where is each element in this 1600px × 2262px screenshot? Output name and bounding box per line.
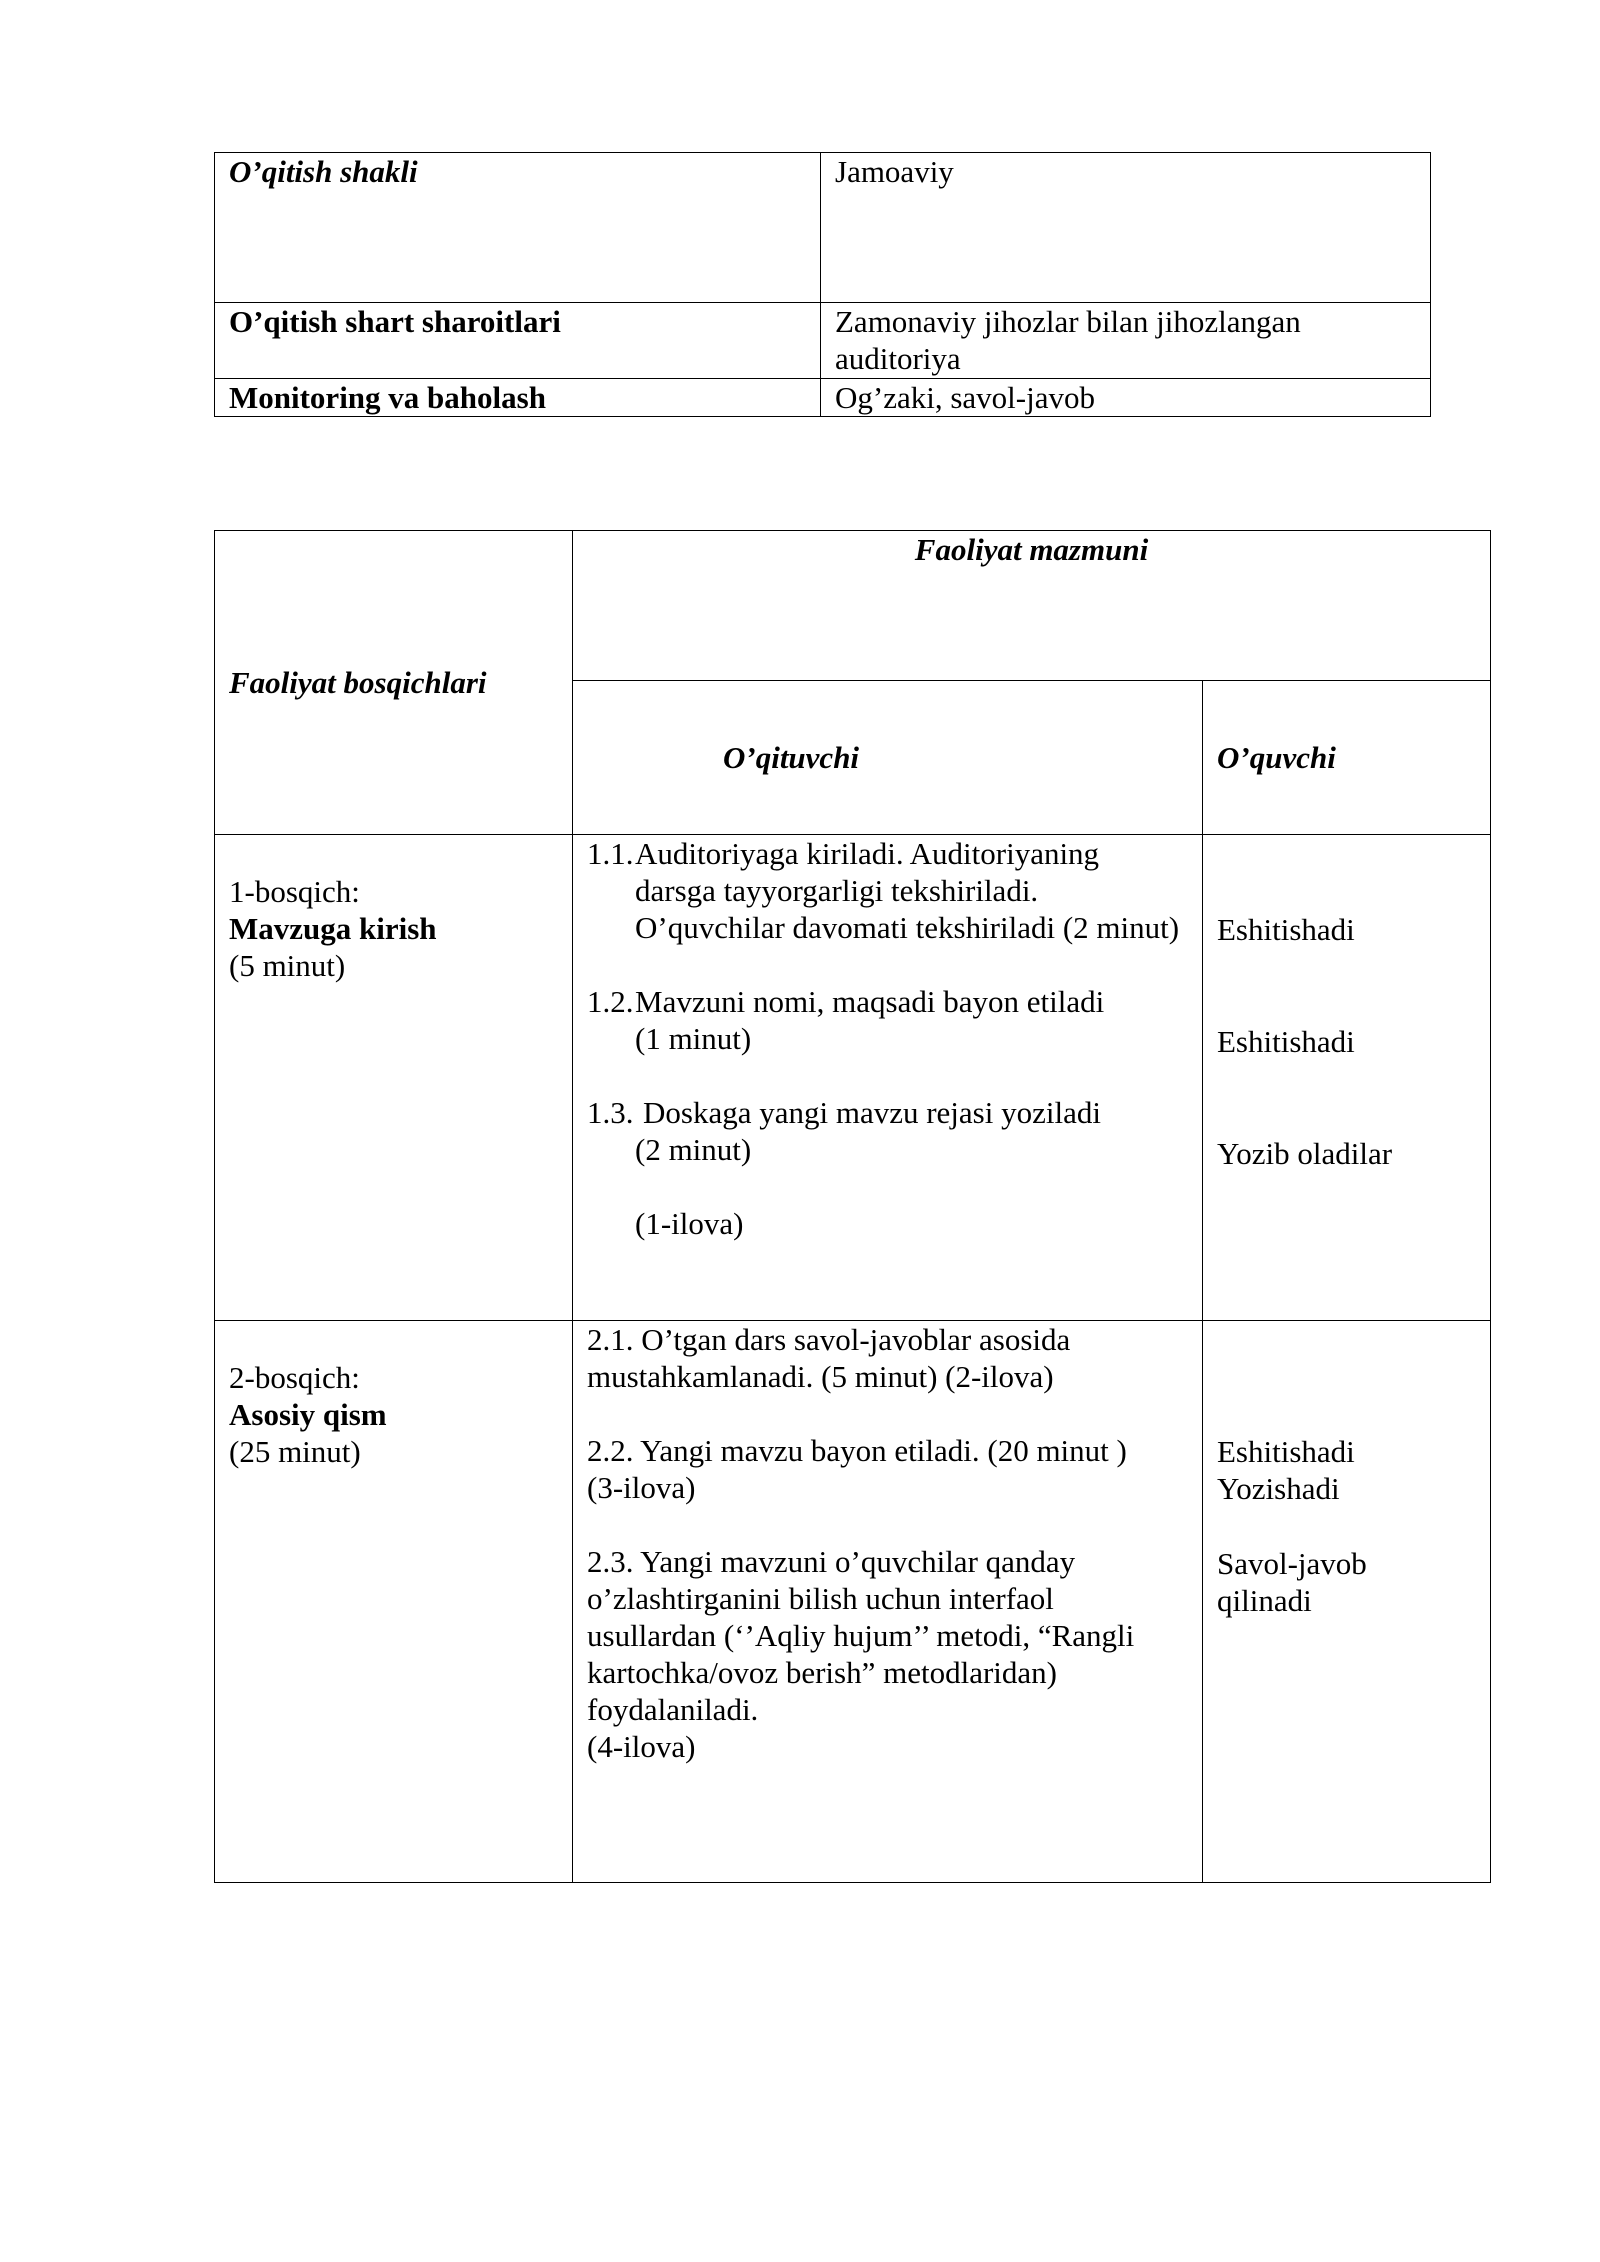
student-item: Yozib oladilar xyxy=(1217,1136,1393,1171)
stage-name: Mavzuga kirish xyxy=(229,911,437,946)
stage-name: Asosiy qism xyxy=(229,1397,387,1432)
info-table xyxy=(214,152,1431,417)
table-row xyxy=(215,835,1491,1321)
table-row xyxy=(215,1321,1491,1883)
student-header: O’quvchi xyxy=(1203,681,1491,835)
item-number: 1.1. xyxy=(587,836,634,871)
stage-label: 1-bosqich: xyxy=(229,874,360,909)
list-item: 2.1. O’tgan dars savol-javoblar asosida mustahkamlanadi. (5 minut) (2-ilova) xyxy=(587,1322,1071,1394)
stage-duration: (5 minut) xyxy=(229,948,346,983)
content-header: Faoliyat mazmuni xyxy=(573,531,1491,681)
teacher-cell xyxy=(573,1321,1203,1883)
table-row xyxy=(215,379,1431,417)
header-row xyxy=(215,531,1491,681)
stage-cell xyxy=(215,835,573,1321)
student-item: Savol-javob qilinadi xyxy=(1217,1546,1367,1618)
stage-cell xyxy=(215,1321,573,1883)
stages-header: Faoliyat bosqichlari xyxy=(215,531,573,835)
info-label: Monitoring va baholash xyxy=(215,379,821,417)
item-text: Auditoriyaga kiriladi. Auditoriyaning xyxy=(635,836,1100,871)
table-row xyxy=(215,153,1431,303)
student-item: Eshitishadi xyxy=(1217,1024,1355,1059)
item-number: 1.3. xyxy=(587,1095,634,1130)
activity-table xyxy=(214,530,1491,1883)
appendix-note: (1-ilova) xyxy=(635,1206,744,1241)
item-text: Doskaga yangi mavzu rejasi yoziladi xyxy=(643,1095,1101,1130)
item-text: Mavzuni nomi, maqsadi bayon etiladi xyxy=(635,984,1105,1019)
list-item xyxy=(587,983,1188,1020)
info-label: O’qitish shakli xyxy=(215,153,821,303)
student-item: Eshitishadi xyxy=(1217,912,1355,947)
item-continuation: (2 minut) xyxy=(635,1132,752,1167)
info-value: Jamoaviy xyxy=(821,153,1431,303)
list-item xyxy=(587,835,1188,872)
list-item xyxy=(587,1094,1188,1131)
item-number: 1.2. xyxy=(587,984,634,1019)
student-item: Eshitishadi xyxy=(1217,1434,1355,1469)
item-continuation: darsga tayyorgarligi tekshiriladi. O’quvchilar davomati tekshiriladi (2 minut) xyxy=(635,873,1180,945)
teacher-header: O’qituvchi xyxy=(573,681,1203,835)
stage-duration: (25 minut) xyxy=(229,1434,361,1469)
stage-label: 2-bosqich: xyxy=(229,1360,360,1395)
student-cell xyxy=(1203,835,1491,1321)
teacher-cell xyxy=(573,835,1203,1321)
list-item: 2.2. Yangi mavzu bayon etiladi. (20 minut ) (3-ilova) xyxy=(587,1433,1127,1505)
info-label: O’qitish shart sharoitlari xyxy=(215,303,821,379)
appendix-note: (4-ilova) xyxy=(587,1729,696,1764)
table-row xyxy=(215,303,1431,379)
student-item: Yozishadi xyxy=(1217,1471,1340,1506)
list-item: 2.3. Yangi mavzuni o’quvchilar qanday o’zlashtirganini bilish uchun interfaol usullardan (‘’Aqliy hujum’’ metodi, “Rangli kartochka/ovoz berish” metodlaridan) foydalaniladi. xyxy=(587,1544,1135,1727)
student-cell xyxy=(1203,1321,1491,1883)
info-value: Zamonaviy jihozlar bilan jihozlangan auditoriya xyxy=(821,303,1431,379)
item-continuation: (1 minut) xyxy=(635,1021,752,1056)
info-value: Og’zaki, savol-javob xyxy=(821,379,1431,417)
